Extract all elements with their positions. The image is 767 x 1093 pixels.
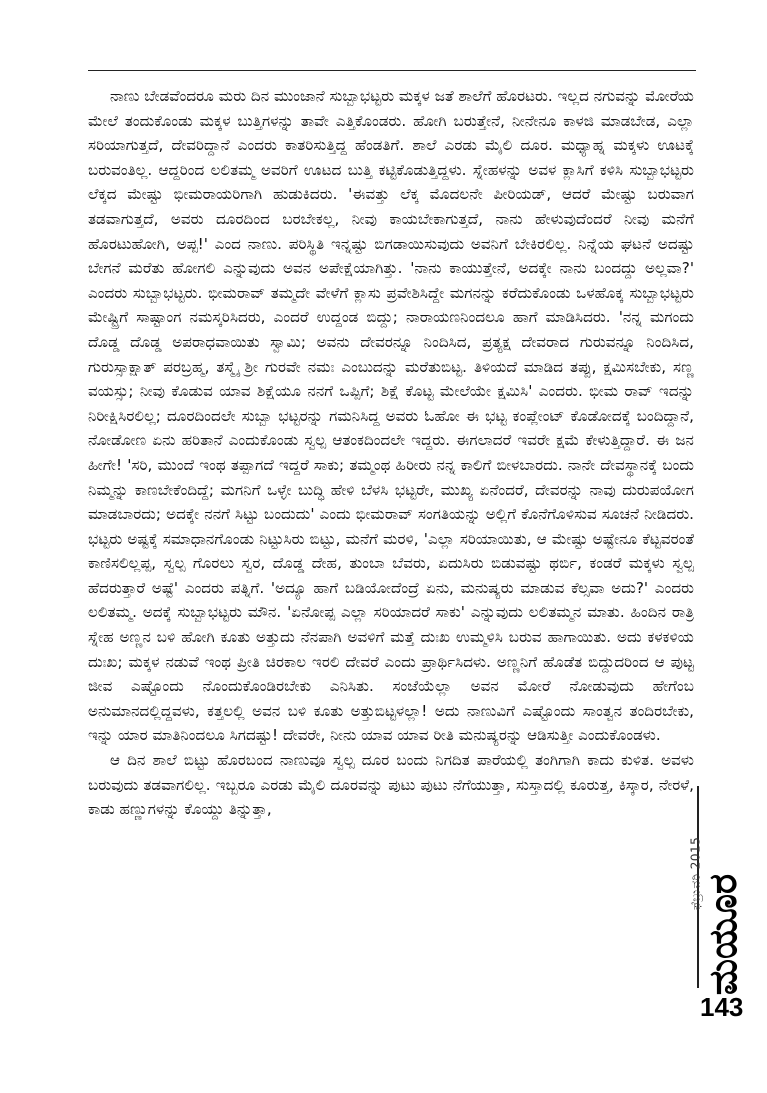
page-number: 143: [700, 992, 744, 1022]
issue-date-text: ಫೆಬ್ರುವರಿ 2015: [688, 836, 703, 910]
magazine-logo: [700, 873, 748, 995]
article-paragraph: ಆ ದಿನ ಶಾಲೆ ಬಿಟ್ಟು ಹೊರಬಂದ ನಾಣುವೂ ಸ್ವಲ್ಪ ದೂರ ಬಂದು ನಿಗದಿತ ಪಾರೆಯಲ್ಲಿ ತಂಗಿಗಾಗಿ ಕಾದು ಕುಳಿತ. ಅವಳು ಬರುವುದು ತಡವಾಗಲಿಲ್ಲ. ಇಬ್ಬರೂ ಎರಡು ಮೈಲಿ ದೂರವನ್ನು ಪುಟು ಪುಟು ನೆಗೆಯುತ್ತಾ, ಸುಸ್ತಾದಲ್ಲಿ ಕೂರುತ್ತ, ಕಿಸ್ಕಾರ, ನೇರಳೆ, ಕಾಡು ಹಣ್ಣುಗಳನ್ನು ಕೊಯ್ದು ತಿನ್ನುತ್ತಾ,: [88, 751, 694, 819]
article-body: [88, 84, 694, 822]
article-paragraph: ನಾಣು ಬೇಡವೆಂದರೂ ಮರು ದಿನ ಮುಂಜಾನೆ ಸುಬ್ಬಾಭಟ್ಟರು ಮಕ್ಕಳ ಜತೆ ಶಾಲೆಗೆ ಹೊರಟರು. ಇಲ್ಲದ ನಗುವನ್ನು ಮೋರೆಯ ಮೇಲೆ ತಂದುಕೊಂಡು ಮಕ್ಕಳ ಬುತ್ತಿಗಳನ್ನು ತಾವೇ ಎತ್ತಿಕೊಂಡರು. ಹೋಗಿ ಬರುತ್ತೇನೆ, ನೀನೇನೂ ಕಾಳಜಿ ಮಾಡಬೇಡ, ಎಲ್ಲಾ ಸರಿಯಾಗುತ್ತದೆ, ದೇವರಿದ್ದಾನೆ ಎಂದರು ಕಾತರಿಸುತ್ತಿದ್ದ ಹೆಂಡತಿಗೆ. ಶಾಲೆ ಎರಡು ಮೈಲಿ ದೂರ. ಮಧ್ಯಾಹ್ನ ಮಕ್ಕಳು ಊಟಕ್ಕೆ ಬರುವಂತಿಲ್ಲ. ಆದ್ದರಿಂದ ಲಲಿತಮ್ಮ ಅವರಿಗೆ ಊಟದ ಬುತ್ತಿ ಕಟ್ಟಿಕೊಡುತ್ತಿದ್ದಳು. ಸ್ನೇಹಳನ್ನು ಅವಳ ಕ್ಲಾಸಿಗೆ ಕಳಿಸಿ ಸುಬ್ಬಾಭಟ್ಟರು ಲೆಕ್ಕದ ಮೇಷ್ಟು ಭೀಮರಾಯರಿಗಾಗಿ ಹುಡುಕಿದರು. 'ಈವತ್ತು ಲೆಕ್ಕ ಮೊದಲನೇ ಪೀರಿಯಡ್, ಆದರೆ ಮೇಷ್ಟು ಬರುವಾಗ ತಡವಾಗುತ್ತದೆ, ಅವರು ದೂರದಿಂದ ಬರಬೇಕಲ್ಲ, ನೀವು ಕಾಯಬೇಕಾಗುತ್ತದೆ, ನಾನು ಹೇಳುವುದೆಂದರೆ ನೀವು ಮನೆಗೆ ಹೊರಟುಹೋಗಿ, ಅಪ್ಪ!' ಎಂದ ನಾಣು. ಪರಿಸ್ಥಿತಿ ಇನ್ನಷ್ಟು ಬಿಗಡಾಯಿಸುವುದು ಅವನಿಗೆ ಬೇಕಿರಲಿಲ್ಲ. ನಿನ್ನೆಯ ಘಟನೆ ಅದಷ್ಟು ಬೇಗನೆ ಮರೆತು ಹೋಗಲಿ ಎನ್ನುವುದು ಅವನ ಅಪೇಕ್ಷೆಯಾಗಿತ್ತು. 'ನಾನು ಕಾಯುತ್ತೇನೆ, ಅದಕ್ಕೇ ನಾನು ಬಂದದ್ದು ಅಲ್ಲವಾ?' ಎಂದರು ಸುಬ್ಬಾಭಟ್ಟರು. ಭೀಮರಾವ್ ತಮ್ಮದೇ ವೇಳೆಗೆ ಕ್ಲಾಸು ಪ್ರವೇಶಿಸಿದ್ದೇ ಮಗನನ್ನು ಕರೆದುಕೊಂಡು ಒಳಹೊಕ್ಕ ಸುಬ್ಬಾಭಟ್ಟರು ಮೇಷ್ಟ್ರಿಗೆ ಸಾಷ್ಟಾಂಗ ನಮಸ್ಕರಿಸಿದರು, ಎಂದರೆ ಉದ್ದಂಡ ಬಿದ್ದು; ನಾರಾಯಣನಿಂದಲೂ ಹಾಗೆ ಮಾಡಿಸಿದರು. 'ನನ್ನ ಮಗಂದು ದೊಡ್ಡ ದೊಡ್ಡ ಅಪರಾಧವಾಯಿತು ಸ್ವಾಮಿ; ಅವನು ದೇವರನ್ನೂ ನಿಂದಿಸಿದ, ಪ್ರತ್ಯಕ್ಷ ದೇವರಾದ ಗುರುವನ್ನೂ ನಿಂದಿಸಿದ, ಗುರುಸ್ಸಾಕ್ಷಾತ್ ಪರಬ್ರಹ್ಮ, ತಸ್ಮೈ ಶ್ರೀ ಗುರವೇ ನಮಃ ಎಂಬುದನ್ನು ಮರೆತುಬಿಟ್ಟ. ತಿಳಿಯದೆ ಮಾಡಿದ ತಪ್ಪು, ಕ್ಷಮಿಸಬೇಕು, ಸಣ್ಣ ವಯಸ್ಸು; ನೀವು ಕೊಡುವ ಯಾವ ಶಿಕ್ಷೆಯೂ ನನಗೆ ಒಪ್ಪಿಗೆ; ಶಿಕ್ಷೆ ಕೊಟ್ಟ ಮೇಲೆಯೇ ಕ್ಷಮಿಸಿ' ಎಂದರು. ಭೀಮ ರಾವ್ ಇದನ್ನು ನಿರೀಕ್ಷಿಸಿರಲಿಲ್ಲ; ದೂರದಿಂದಲೇ ಸುಬ್ಬಾ ಭಟ್ಟರನ್ನು ಗಮನಿಸಿದ್ದ ಅವರು ಓಹೋ ಈ ಭಟ್ಟ ಕಂಪ್ಲೇಂಟ್ ಕೊಡೋದಕ್ಕೆ ಬಂದಿದ್ದಾನೆ, ನೋಡೋಣ ಏನು ಹರಿತಾನೆ ಎಂದುಕೊಂಡು ಸ್ವಲ್ಪ ಆತಂಕದಿಂದಲೇ ಇದ್ದರು. ಈಗಲಾದರೆ ಇವರೇ ಕ್ಷಮೆ ಕೇಳುತ್ತಿದ್ದಾರೆ. ಈ ಜನ ಹೀಗೇ! 'ಸರಿ, ಮುಂದೆ ಇಂಥ ತಪ್ಪಾಗದೆ ಇದ್ದರೆ ಸಾಕು; ತಮ್ಮಂಥ ಹಿರೀರು ನನ್ನ ಕಾಲಿಗೆ ಬೀಳಬಾರದು. ನಾನೇ ದೇವಸ್ಥಾನಕ್ಕೆ ಬಂದು ನಿಮ್ಮನ್ನು ಕಾಣಬೇಕೆಂದಿದ್ದೆ; ಮಗನಿಗೆ ಒಳ್ಳೇ ಬುದ್ಧಿ ಹೇಳಿ ಬೆಳಸಿ ಭಟ್ಟರೇ, ಮುಖ್ಯ ಏನೆಂದರೆ, ದೇವರನ್ನು ನಾವು ದುರುಪಯೋಗ ಮಾಡಬಾರದು; ಅದಕ್ಕೇ ನನಗೆ ಸಿಟ್ಟು ಬಂದುದು' ಎಂದು ಭೀಮರಾವ್ ಸಂಗತಿಯನ್ನು ಅಲ್ಲಿಗೆ ಕೊನೆಗೊಳಿಸುವ ಸೂಚನೆ ನೀಡಿದರು. ಭಟ್ಟರು ಅಷ್ಟಕ್ಕೆ ಸಮಾಧಾನಗೊಂಡು ನಿಟ್ಟುಸಿರು ಬಿಟ್ಟು, ಮನೆಗೆ ಮರಳಿ, 'ಎಲ್ಲಾ ಸರಿಯಾಯಿತು, ಆ ಮೇಷ್ಟು ಅಷ್ಟೇನೂ ಕೆಟ್ಟವರಂತೆ ಕಾಣಿಸಲಿಲ್ಲಪ್ಪ, ಸ್ವಲ್ಪ ಗೊರಲು ಸ್ವರ, ದೊಡ್ಡ ದೇಹ, ತುಂಬಾ ಬೆವರು, ಏದುಸಿರು ಬಿಡುವಷ್ಟು ಥರ್ಬಿ, ಕಂಡರೆ ಮಕ್ಕಳು ಸ್ವಲ್ಪ ಹೆದರುತ್ತಾರೆ ಅಷ್ಟೆ' ಎಂದರು ಪತ್ನಿಗೆ. 'ಅದ್ಯೂ ಹಾಗೆ ಬಡಿಯೋದೆಂದ್ರೆ ಏನು, ಮನುಷ್ಯರು ಮಾಡುವ ಕೆಲ್ಸವಾ ಅದು?' ಎಂದರು ಲಲಿತಮ್ಮ. ಅದಕ್ಕೆ ಸುಬ್ಬಾಭಟ್ಟರು ಮೌನ. 'ಏನೋಪ್ಪ ಎಲ್ಲಾ ಸರಿಯಾದರೆ ಸಾಕು' ಎನ್ನುವುದು ಲಲಿತಮ್ಮನ ಮಾತು. ಹಿಂದಿನ ರಾತ್ರಿ ಸ್ನೇಹ ಅಣ್ಣನ ಬಳಿ ಹೋಗಿ ಕೂತು ಅತ್ತುದು ನೆನಪಾಗಿ ಅವಳಿಗೆ ಮತ್ತೆ ದುಃಖ ಉಮ್ಮಳಿಸಿ ಬರುವ ಹಾಗಾಯಿತು. ಅದು ಕಳಕಳಿಯ ದುಃಖ; ಮಕ್ಕಳ ನಡುವೆ ಇಂಥ ಪ್ರೀತಿ ಚಿರಕಾಲ ಇರಲಿ ದೇವರೆ ಎಂದು ಪ್ರಾರ್ಥಿಸಿದಳು. ಅಣ್ಣನಿಗೆ ಹೊಡೆತ ಬಿದ್ದುದರಿಂದ ಆ ಪುಟ್ಟ ಜೀವ ಎಷ್ಟೊಂದು ನೊಂದುಕೊಂಡಿರಬೇಕು ಎನಿಸಿತು. ಸಂಜೆಯೆಲ್ಲಾ ಅವನ ಮೋರೆ ನೋಡುವುದು ಹೇಗೆಂಬ ಅನುಮಾನದಲ್ಲಿದ್ದವಳು, ಕತ್ತಲಲ್ಲಿ ಅವನ ಬಳಿ ಕೂತು ಅತ್ತುಬಿಟ್ಟಳಲ್ಲಾ! ಅದು ನಾಣುವಿಗೆ ಎಷ್ಟೊಂದು ಸಾಂತ್ವನ ತಂದಿರಬೇಕು, ಇನ್ನು ಯಾರ ಮಾತಿನಿಂದಲೂ ಸಿಗದಷ್ಟು! ದೇವರೇ, ನೀನು ಯಾವ ಯಾವ ರೀತಿ ಮನುಷ್ಯರನ್ನು ಆಡಿಸುತ್ತೀ ಎಂದುಕೊಂಡಳು.: [88, 87, 694, 745]
magazine-logo-text: ಮಯೂರ: [701, 873, 746, 995]
top-rule: [88, 70, 696, 71]
